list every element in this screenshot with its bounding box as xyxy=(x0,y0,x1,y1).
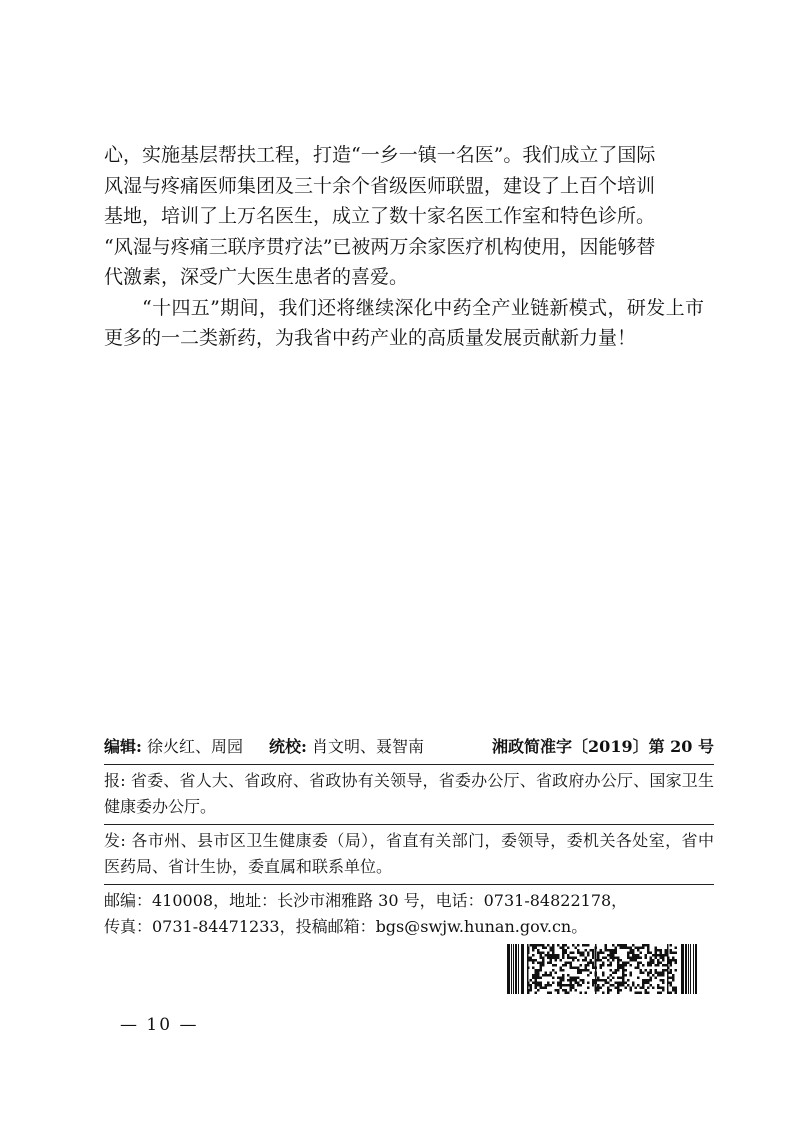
bulletin-footer xyxy=(104,736,714,940)
report-to-row xyxy=(104,765,714,824)
contact-info xyxy=(104,885,714,940)
paragraph-1-line-2: 风湿与疼痛医师集团及三十余个省级医师联盟，建设了上百个培训 xyxy=(104,174,656,197)
paragraph-2: “十四五”期间，我们还将继续深化中药全产业链新模式，研发上市更多的一二类新药，为我省中药产业的高质量发展贡献新力量！ xyxy=(104,296,704,349)
report-label: 报: xyxy=(104,771,126,790)
page-number: — 10 — xyxy=(120,1015,199,1035)
send-recipients: 各市州、县市区卫生健康委（局），省直有关部门，委领导，委机关各处室，省中医药局、省计生协，委直属和联系单位。 xyxy=(104,831,714,876)
editors-row xyxy=(104,736,714,764)
article-body xyxy=(104,140,704,354)
proofread-names: 肖文明、聂智南 xyxy=(312,737,425,756)
proofread-label: 统校: xyxy=(269,737,307,756)
contact-line-2: 传真：0731-84471233，投稿邮箱：bgs@swjw.hunan.gov.cn。 xyxy=(104,917,588,936)
editor-label: 编辑: xyxy=(104,737,142,756)
send-label: 发: xyxy=(104,831,126,850)
send-to-row xyxy=(104,825,714,884)
paragraph-1-line-1: 心，实施基层帮扶工程，打造“一乡一镇一名医”。我们成立了国际 xyxy=(104,144,656,166)
paragraph-1-line-4: “风湿与疼痛三联序贯疗法”已被两万余家医疗机构使用，因能够替 xyxy=(104,235,656,258)
document-number: 湘政简准字〔2019〕第 20 号 xyxy=(492,737,714,756)
paragraph-1-line-5: 代激素，深受广大医生患者的喜爱。 xyxy=(104,266,409,288)
contact-line-1: 邮编：410008，地址：长沙市湘雅路 30 号，电话：0731-84822178， xyxy=(104,891,628,910)
editor-names: 徐火红、周园 xyxy=(147,737,244,756)
barcode-qr-icon xyxy=(507,944,697,994)
report-recipients: 省委、省人大、省政府、省政协有关领导，省委办公厅、省政府办公厅、国家卫生健康委办公厅。 xyxy=(104,771,714,816)
paragraph-1-line-3: 基地，培训了上万名医生，成立了数十家名医工作室和特色诊所。 xyxy=(104,205,656,227)
paragraph-1 xyxy=(104,140,704,293)
